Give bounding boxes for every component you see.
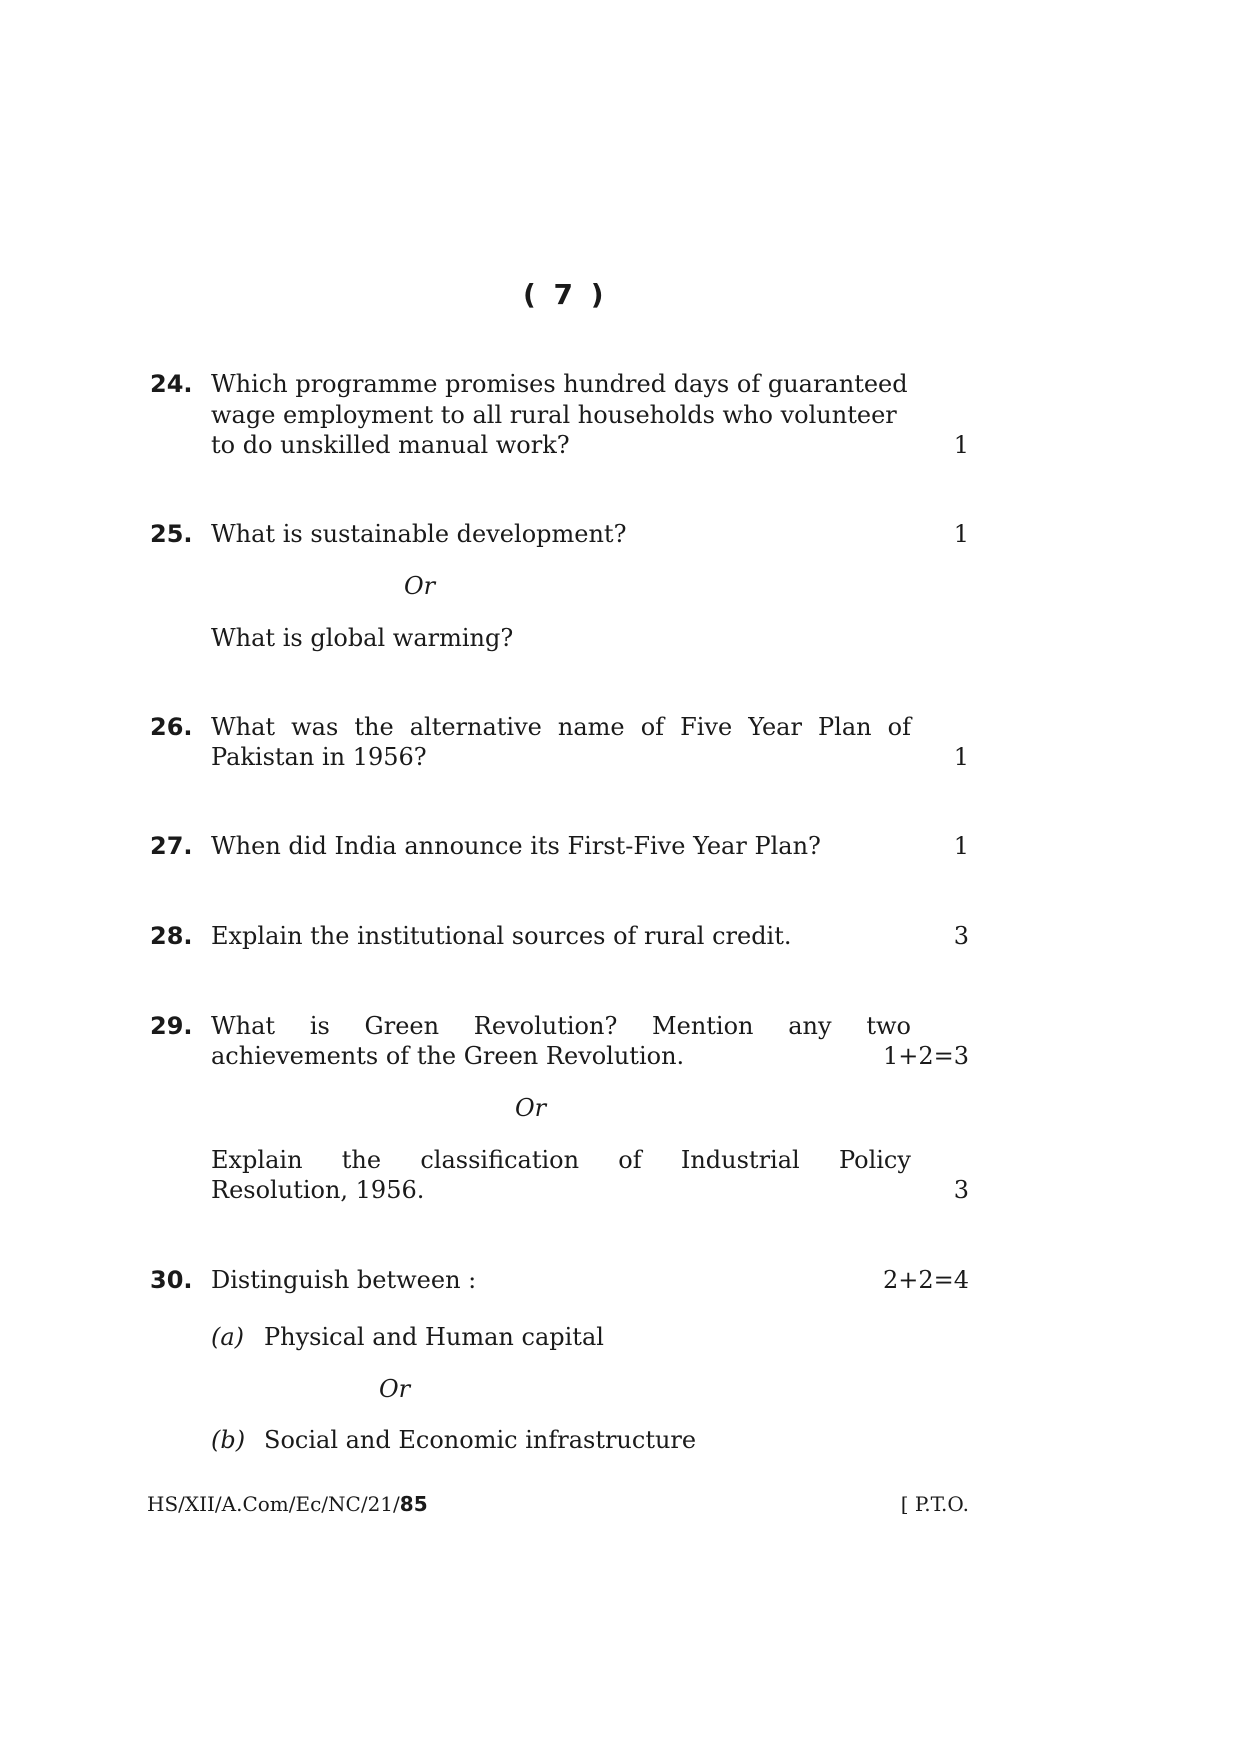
q29-word: What — [211, 1012, 276, 1040]
q30-or: Or — [379, 1375, 411, 1403]
q29-line-2: achievements of the Green Revolution. — [211, 1042, 685, 1070]
q29-alt-line-1 — [211, 1146, 911, 1174]
q30-a-label: (a) — [211, 1323, 245, 1351]
q29-or: Or — [515, 1094, 547, 1122]
q24-line-1: Which programme promises hundred days of guaranteed — [211, 370, 908, 398]
q24-marks: 1 — [953, 431, 969, 459]
q29-marks: 1+2=3 — [882, 1042, 969, 1070]
q29-word: Green — [364, 1012, 440, 1040]
q29-word: Revolution? — [473, 1012, 618, 1040]
paper-code — [147, 1492, 428, 1516]
q26-word: name — [557, 713, 625, 741]
q29-alt-word: the — [341, 1146, 382, 1174]
pto-note: [ P.T.O. — [900, 1492, 969, 1516]
q25-text: What is sustainable development? — [211, 520, 627, 548]
q27-text: When did India announce its First-Five Year Plan? — [211, 832, 821, 860]
q30-b-label: (b) — [211, 1426, 246, 1454]
q26-word: Year — [748, 713, 802, 741]
question-number-29: 29. — [150, 1012, 193, 1040]
q25-or: Or — [404, 572, 436, 600]
q26-word: alternative — [409, 713, 542, 741]
page-number: ( 7 ) — [523, 278, 608, 311]
q28-text: Explain the institutional sources of rural credit. — [211, 922, 792, 950]
q25-marks: 1 — [953, 520, 969, 548]
question-number-24: 24. — [150, 370, 193, 398]
q26-marks: 1 — [953, 743, 969, 771]
question-number-26: 26. — [150, 713, 193, 741]
q30-a-text: Physical and Human capital — [264, 1323, 604, 1351]
q30-text: Distinguish between : — [211, 1266, 477, 1294]
paper-code-text: HS/XII/A.Com/Ec/NC/21/ — [147, 1492, 400, 1516]
q26-word: of — [887, 713, 911, 741]
q30-marks: 2+2=4 — [882, 1266, 969, 1294]
q29-word: two — [866, 1012, 911, 1040]
paper-code-bold: 85 — [399, 1492, 428, 1516]
question-number-27: 27. — [150, 832, 193, 860]
q24-line-2: wage employment to all rural households who volunteer — [211, 401, 897, 429]
q29-alt-word: Policy — [838, 1146, 911, 1174]
q26-word: Five — [680, 713, 733, 741]
q26-line-1 — [211, 713, 911, 741]
question-number-25: 25. — [150, 520, 193, 548]
q29-line-1 — [211, 1012, 911, 1040]
q26-word: the — [354, 713, 394, 741]
q30-b-text: Social and Economic infrastructure — [264, 1426, 697, 1454]
q29-alt-word: classification — [420, 1146, 580, 1174]
q24-line-3: to do unskilled manual work? — [211, 431, 570, 459]
q29-alt-word: Explain — [211, 1146, 303, 1174]
q28-marks: 3 — [953, 922, 969, 950]
q29-word: is — [309, 1012, 330, 1040]
q29-word: any — [788, 1012, 832, 1040]
q26-word: of — [640, 713, 665, 741]
q26-word: Plan — [818, 713, 872, 741]
q29-alt-word: Industrial — [680, 1146, 800, 1174]
q25-alt-text: What is global warming? — [211, 624, 514, 652]
q27-marks: 1 — [953, 832, 969, 860]
q29-alt-marks: 3 — [953, 1176, 969, 1204]
q26-word: What — [211, 713, 276, 741]
question-number-30: 30. — [150, 1266, 193, 1294]
q26-word: was — [291, 713, 339, 741]
q29-alt-word: of — [618, 1146, 642, 1174]
question-number-28: 28. — [150, 922, 193, 950]
q29-alt-line-2: Resolution, 1956. — [211, 1176, 425, 1204]
q26-line-2: Pakistan in 1956? — [211, 743, 427, 771]
q29-word: Mention — [652, 1012, 754, 1040]
